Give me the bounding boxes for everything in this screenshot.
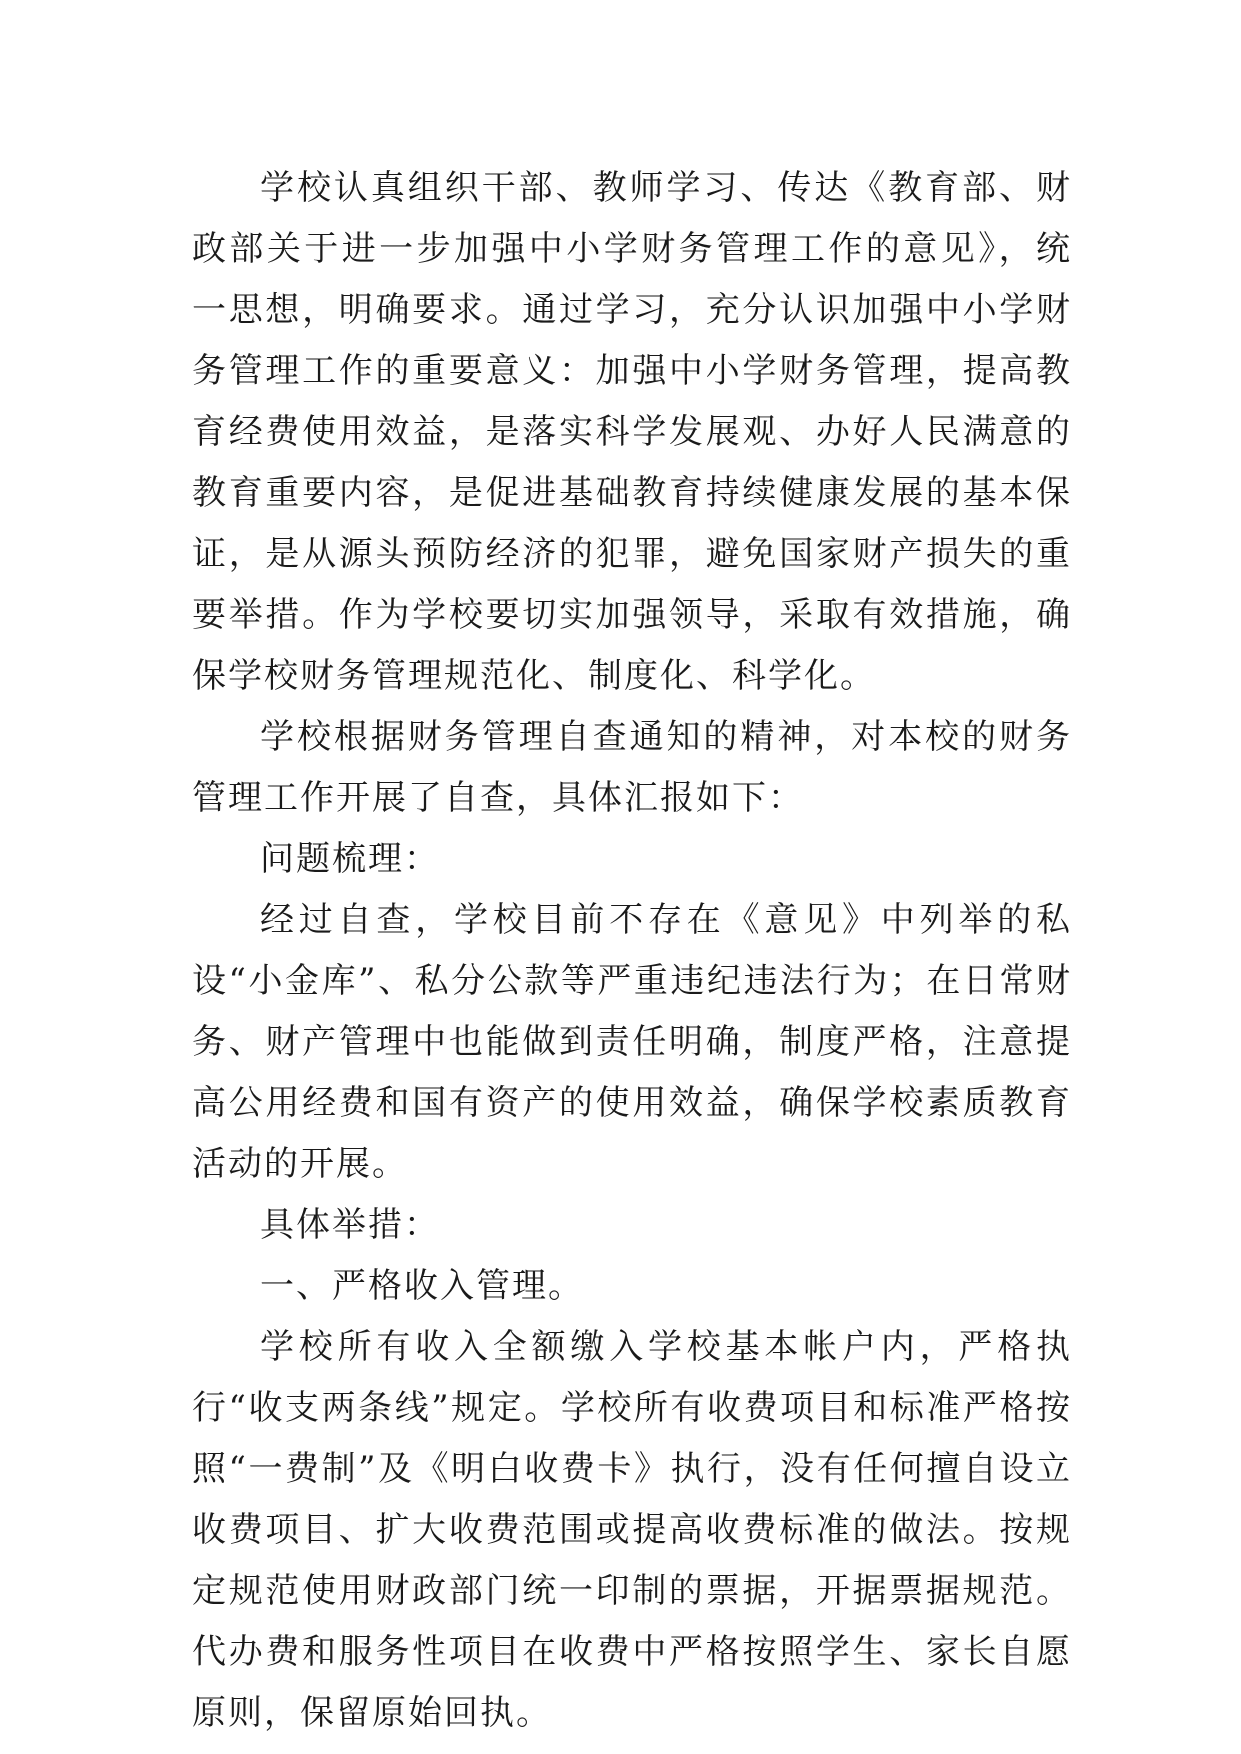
paragraph-problems: 经过自查，学校目前不存在《意见》中列举的私设“小金库”、私分公款等严重违纪违法行为；在日常财务、财产管理中也能做到责任明确，制度严格，注意提高公用经费和国有资产的使用效益，确保学校素质教育活动的开展。 <box>192 900 1072 1184</box>
heading-income-management: 一、严格收入管理。 <box>260 1266 584 1306</box>
heading-measures: 具体举措： <box>260 1205 440 1245</box>
heading-problems: 问题梳理： <box>260 839 440 879</box>
paragraph-income-management: 学校所有收入全额缴入学校基本帐户内，严格执行“收支两条线”规定。学校所有收费项目和标准严格按照“一费制”及《明白收费卡》执行，没有任何擅自设立收费项目、扩大收费范围或提高收费标准的做法。按规定规范使用财政部门统一印制的票据，开据票据规范。代办费和服务性项目在收费中严格按照学生、家长自愿原则，保留原始回执。 <box>192 1327 1072 1733</box>
paragraph-self-check-intro: 学校根据财务管理自查通知的精神，对本校的财务管理工作开展了自查，具体汇报如下： <box>192 717 1072 818</box>
document-body <box>192 158 1072 1744</box>
paragraph-study-intro: 学校认真组织干部、教师学习、传达《教育部、财政部关于进一步加强中小学财务管理工作的意见》，统一思想，明确要求。通过学习，充分认识加强中小学财务管理工作的重要意义：加强中小学财务管理，提高教育经费使用效益，是落实科学发展观、办好人民满意的教育重要内容，是促进基础教育持续健康发展的基本保证，是从源头预防经济的犯罪，避免国家财产损失的重要举措。作为学校要切实加强领导，采取有效措施，确保学校财务管理规范化、制度化、科学化。 <box>192 168 1072 696</box>
